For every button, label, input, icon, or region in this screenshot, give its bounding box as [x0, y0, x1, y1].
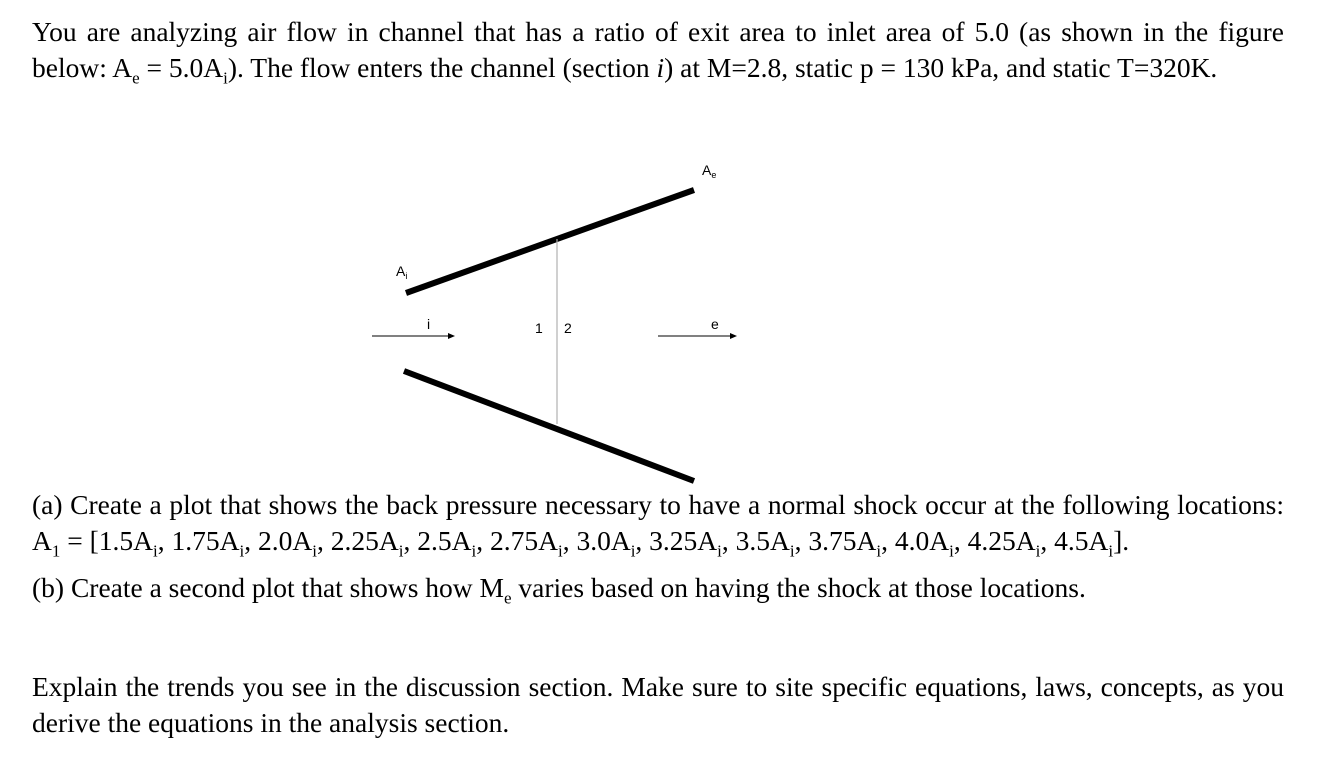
part-b-sub-e: e [504, 588, 512, 607]
problem-closing: Explain the trends you see in the discussion section. Make sure to site specific equations, laws, concepts, as you derive the equations in the analysis section. [32, 671, 1284, 738]
label-ae: $A_e$ [702, 162, 717, 180]
area-list-item: , 3.25A [635, 525, 718, 556]
label-station-2: 2 [564, 320, 572, 336]
sub-i: i [557, 541, 563, 561]
area-list-item: , 2.75A [476, 525, 558, 556]
sub-i: i [153, 541, 158, 561]
part-a-text: (a) Create a plot that shows the back pressure necessary to have a normal shock occur at the following locations: A [32, 489, 1284, 556]
sub-i: i [789, 541, 795, 561]
sub-i: i [471, 541, 477, 561]
label-section-e: e [711, 316, 719, 332]
area-list-item: , 4.0A [881, 525, 950, 556]
intro-sub-e: e [132, 68, 140, 88]
area-list-item: , 3.5A [721, 525, 790, 556]
part-b-text-a: (b) Create a second plot that shows how M [32, 571, 504, 603]
exit-arrowhead-icon [730, 333, 737, 339]
intro-text-a: You are analyzing air flow in channel that has a ratio of exit area to inlet area of 5.0 (as shown in the figure below: A [32, 16, 1284, 83]
area-list-item: , 2.25A [316, 525, 399, 556]
part-b-text-b: varies based on having the shock at those locations. [511, 571, 1086, 603]
sub-i: i [717, 541, 722, 561]
sub-i: i [630, 541, 636, 561]
area-list-item: , 1.75A [157, 525, 240, 556]
sub-i: i [1035, 541, 1041, 561]
area-list-item: , 2.5A [403, 525, 472, 556]
part-b [32, 570, 1284, 617]
upper-wall [406, 190, 694, 293]
part-a-list-start: = [1.5A [60, 525, 154, 556]
sub-i: i [398, 541, 404, 561]
sub-i: i [876, 541, 882, 561]
sub-i: i [949, 541, 954, 561]
part-a-sub-1: 1 [51, 541, 61, 561]
sub-i: i [1108, 541, 1114, 561]
problem-parts [32, 487, 1284, 616]
intro-text-b: = 5.0A [139, 52, 224, 83]
intro-text-c: ). The flow enters the channel (section [227, 52, 657, 83]
inlet-arrowhead-icon [448, 333, 455, 339]
label-station-1: 1 [535, 320, 543, 336]
part-a [32, 487, 1284, 570]
sub-i: i [239, 541, 245, 561]
area-list-item: , 2.0A [244, 525, 313, 556]
intro-text-d: ) at M=2.8, static p = 130 kPa, and static T=320K. [664, 52, 1218, 83]
sub-i: i [312, 541, 317, 561]
label-section-i: i [427, 316, 431, 332]
area-list-item: , 4.25A [953, 525, 1036, 556]
area-list-item: , 3.0A [562, 525, 631, 556]
intro-sub-i: i [223, 68, 228, 88]
intro-section-i: i [656, 52, 665, 83]
lower-wall [404, 371, 694, 481]
area-list-item: , 3.75A [794, 525, 877, 556]
area-list [157, 525, 1114, 561]
part-a-end: ]. [1113, 525, 1130, 556]
label-ai: $A_i$ [396, 263, 408, 281]
area-list-item: , 4.5A [1040, 525, 1109, 556]
